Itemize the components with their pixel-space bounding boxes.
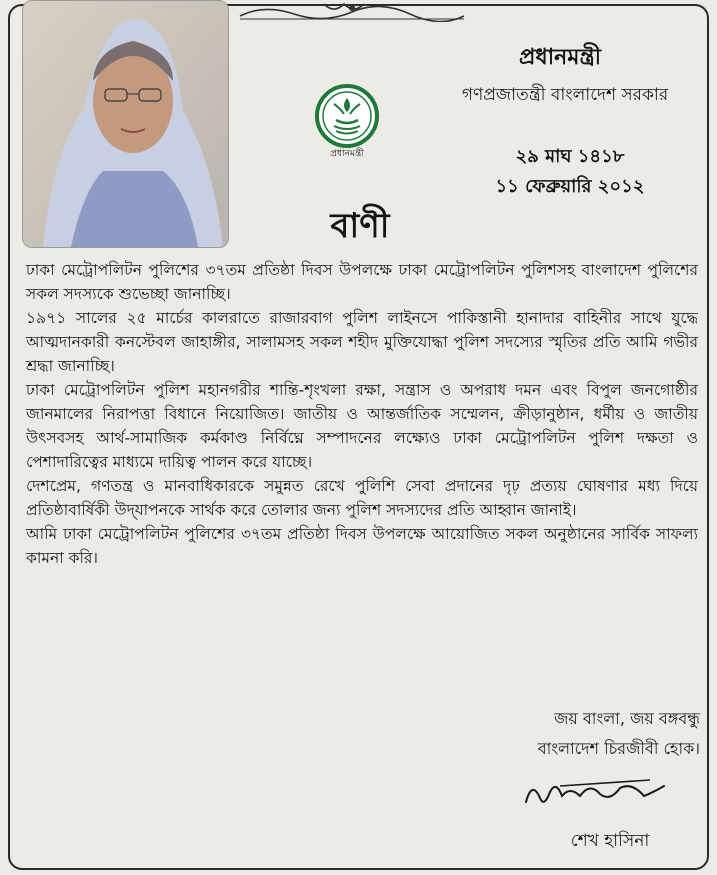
signer-name: শেখ হাসিনা — [570, 831, 650, 851]
ornament-icon — [234, 0, 470, 22]
date-bangla: ২৯ মাঘ ১৪১৮ — [515, 146, 625, 167]
message-body — [26, 258, 698, 570]
date-gregorian: ১১ ফেব্রুয়ারি ২০১২ — [495, 176, 645, 197]
closing-line-1: জয় বাংলা, জয় বঙ্গবন্ধু — [554, 709, 700, 728]
office-subtitle: গণপ্রজাতন্ত্রী বাংলাদেশ সরকার — [461, 85, 669, 105]
message-title: বাণী — [330, 206, 390, 246]
office-title: প্রধানমন্ত্রী — [518, 45, 602, 70]
portrait-photo — [22, 0, 229, 248]
message-paragraph: ঢাকা মেট্রোপলিটন পুলিশ মহানগরীর শান্তি-শৃংখলা রক্ষা, সন্ত্রাস ও অপরাধ দমন এবং বিপুল জনগোষ্ঠীর জানমালের নিরাপত্তা বিধানে নিয়োজিত। জাতীয় ও আন্তর্জাতিক সম্মেলন, ক্রীড়ানুষ্ঠান, ধর্মীয় ও জাতীয় উৎসবসহ আর্থ-সামাজিক কর্মকাণ্ড নির্বিঘ্নে সম্পাদনের লক্ষ্যেও ঢাকা মেট্রোপলিটন পুলিশ দক্ষতা ও পেশাদারিত্বের মাধ্যমে দায়িত্ব পালন করে যাচ্ছে। — [26, 381, 698, 471]
emblem-caption: প্রধানমন্ত্রী — [330, 149, 364, 159]
closing-block — [470, 704, 700, 764]
message-paragraph: আমি ঢাকা মেট্রোপলিটন পুলিশের ৩৭তম প্রতিষ্ঠা দিবস উপলক্ষে আয়োজিত সকল অনুষ্ঠানের সার্বিক সাফল্য কামনা করি। — [26, 525, 698, 567]
signature-icon — [520, 772, 690, 822]
closing-line-2: বাংলাদেশ চিরজীবী হোক। — [537, 739, 700, 758]
message-paragraph: ১৯৭১ সালের ২৫ মার্চের কালরাতে রাজারবাগ পুলিশ লাইনসে পাকিস্তানী হানাদার বাহিনীর সাথে যুদ্ধে আত্মদানকারী কনস্টেবল জাহাঙ্গীর, সালামসহ সকল শহীদ মুক্তিযোদ্ধা পুলিশ সদস্যের স্মৃতির প্রতি আমি গভীর শ্রদ্ধা জানাচ্ছি। — [26, 309, 698, 375]
message-paragraph: দেশপ্রেম, গণতন্ত্র ও মানবাধিকারকে সমুন্নত রেখে পুলিশি সেবা প্রদানের দৃঢ় প্রত্যয় ঘোষণার মধ্য দিয়ে প্রতিষ্ঠাবার্ষিকী উদ্‌যাপনকে সার্থক করে তোলার জন্য পুলিশ সদস্যদের প্রতি আহ্বান জানাই। — [26, 477, 698, 519]
message-paragraph: ঢাকা মেট্রোপলিটন পুলিশের ৩৭তম প্রতিষ্ঠা দিবস উপলক্ষে ঢাকা মেট্রোপলিটন পুলিশসহ বাংলাদেশ পুলিশের সকল সদস্যকে শুভেচ্ছা জানাচ্ছি। — [26, 261, 698, 303]
